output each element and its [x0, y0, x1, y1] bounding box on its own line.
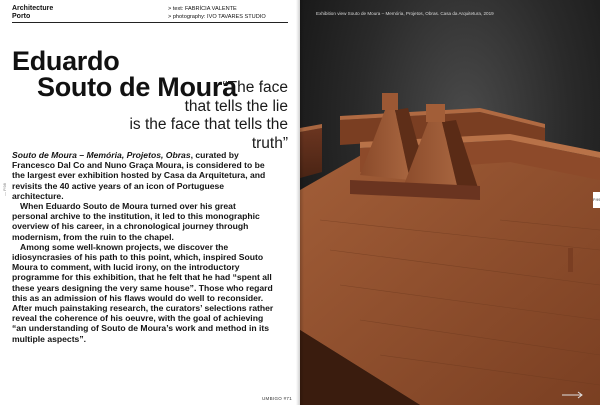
- right-page: [300, 0, 600, 405]
- quote-line-2: that tells the lie: [184, 97, 288, 115]
- paragraph-1: [12, 150, 274, 201]
- model-pyramid-right-cap: [426, 104, 445, 122]
- section-label: [12, 5, 53, 21]
- side-page-tab: P.99: [593, 192, 600, 208]
- paragraph-3: Among some well-known projects, we discover the idiosyncrasies of his path to this point, which, inspired Souto Moura to comment, with lucid irony, on the introductory programme for this exhibition, that he felt that he had “spent all these years designing the very same house”. Those who regard this as an admission of his flaws would do well to reconsider. After much painstaking research, the curators’ selections rather reveal the coherence of his oeuvre, with the goal of achieving “an understanding of Souto de Moura’s work and method in its multiple aspects”.: [12, 241, 274, 344]
- side-page-mark: — P.98: [2, 183, 7, 196]
- paragraph-2: When Eduardo Souto de Moura turned over his great personal archive to the institution, it led to this monographic overview of his career, in a chronological journey through modernism, from the ruin to the chapel.: [12, 201, 260, 242]
- title-line-1: Eduardo: [12, 46, 120, 76]
- spine-gutter: [296, 0, 304, 405]
- quote-line-3: is the face that tells the truth”: [129, 116, 288, 152]
- section-name: Architecture: [12, 5, 54, 12]
- model-pyramid-left-cap: [382, 93, 398, 110]
- text-credit: > text: FABRÍCIA VALENTE: [168, 6, 237, 12]
- paragraph-1-text: , curated by Francesco Dal Co and Nuno Graça Moura, is considered to be the largest ever exhibition hosted by Casa da Arquitetura, and revisits the 40 active years of an icon of Portuguese architecture.: [12, 150, 266, 201]
- pull-quote: [98, 79, 288, 153]
- credits: [168, 5, 288, 21]
- photo-credit: > photography: IVO TAVARES STUDIO: [168, 14, 266, 20]
- folio: UMBIGO #71: [262, 396, 293, 401]
- section-city: Porto: [12, 13, 31, 20]
- title-line-2: Souto de Moura: [37, 72, 237, 102]
- article-body: [12, 150, 274, 344]
- quote-line-1: “The face: [222, 79, 288, 96]
- architectural-model-photo: [300, 0, 600, 405]
- next-arrow-icon[interactable]: [562, 391, 584, 399]
- exhibition-title: Souto de Moura – Memória, Projetos, Obras: [12, 150, 191, 160]
- model-pillar: [568, 248, 573, 272]
- header-rule: [12, 22, 288, 23]
- photo-caption: Exhibition view Souto de Moura – Memória, Projetos, Obras. Casa da Arquitetura, 2019: [316, 11, 494, 16]
